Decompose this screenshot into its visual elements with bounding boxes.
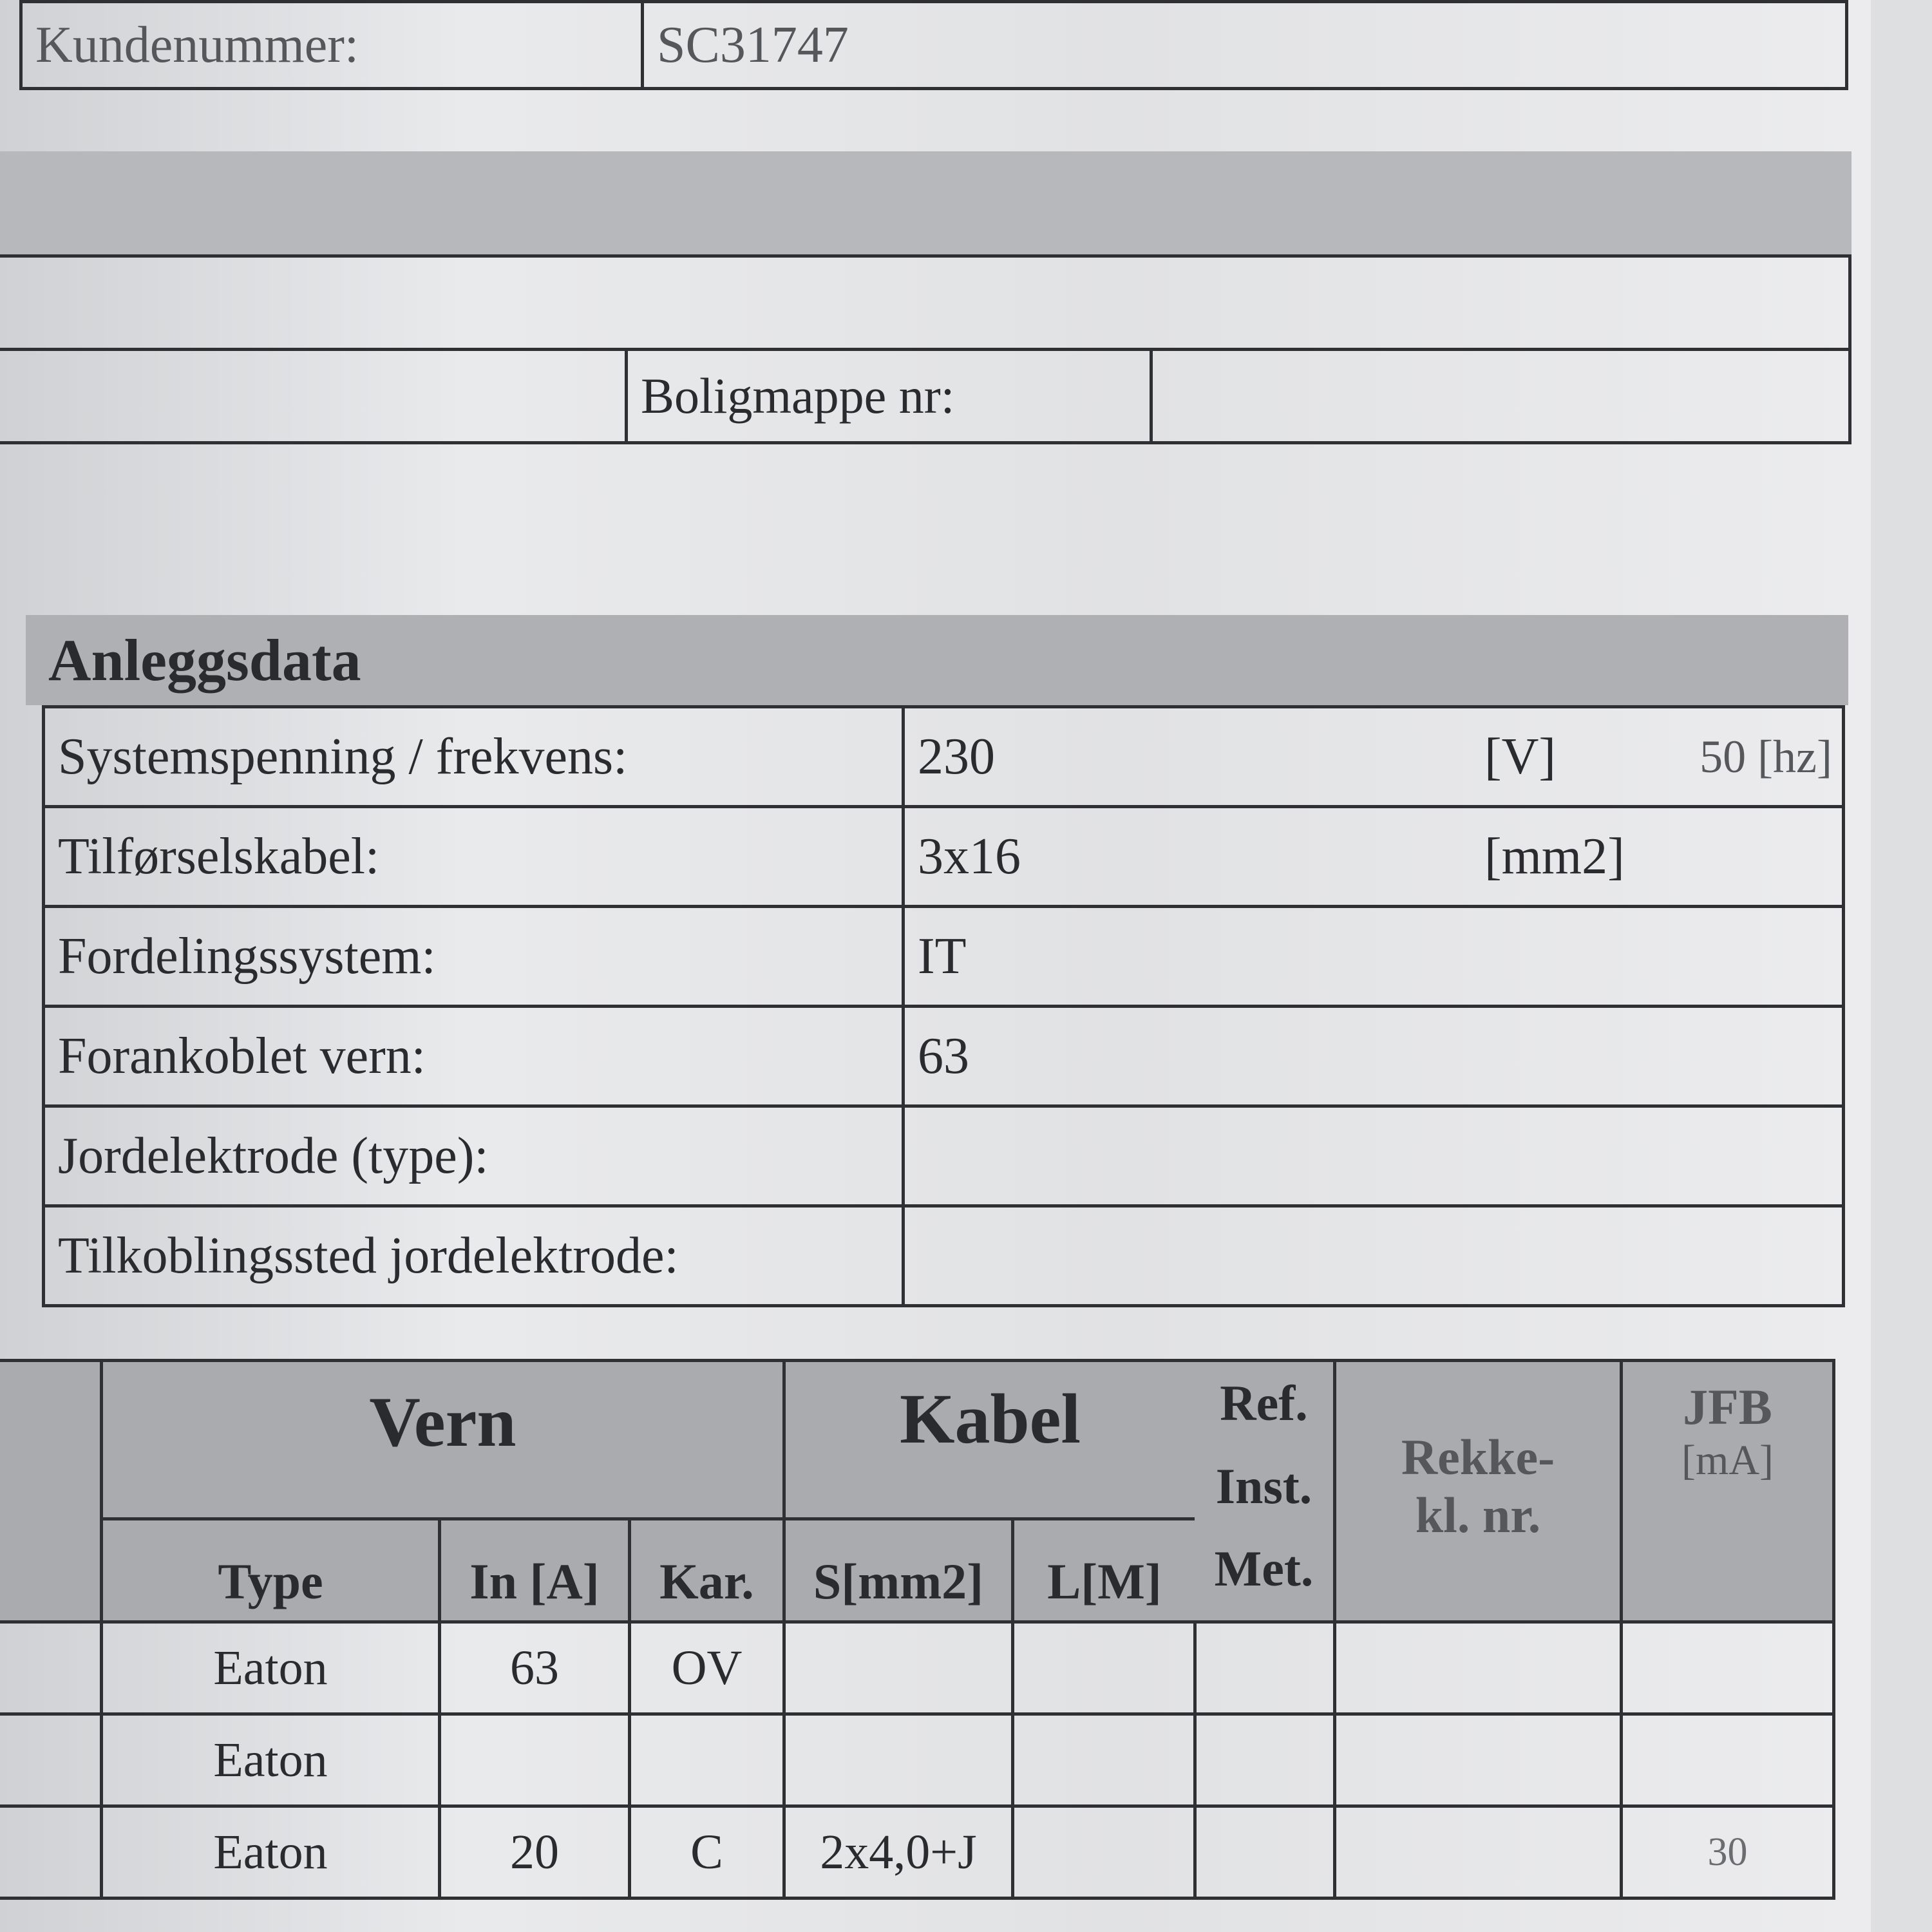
anleggsdata-row bbox=[44, 1106, 1844, 1206]
kar-cell: C bbox=[630, 1806, 784, 1899]
circuit-number-cell bbox=[0, 1714, 102, 1806]
system-voltage-value bbox=[904, 707, 1844, 807]
rekke-cell bbox=[1335, 1806, 1622, 1899]
circuit-header-top bbox=[0, 1361, 1834, 1519]
rekke-cell bbox=[1335, 1622, 1622, 1714]
ref-cell bbox=[1195, 1622, 1335, 1714]
type-cell: Eaton bbox=[102, 1806, 440, 1899]
l-cell bbox=[1013, 1622, 1195, 1714]
l-m-header: L[M] bbox=[1013, 1519, 1195, 1622]
address-table bbox=[0, 254, 1852, 444]
rekke-cell bbox=[1335, 1714, 1622, 1806]
system-voltage-label: Systemspenning / frekvens: bbox=[44, 707, 904, 807]
ref-cell bbox=[1195, 1806, 1335, 1899]
s-cell bbox=[784, 1714, 1013, 1806]
anleggsdata-row bbox=[44, 1007, 1844, 1106]
anleggsdata-title: Anleggsdata bbox=[26, 615, 1848, 705]
earth-electrode-connection-value bbox=[904, 1206, 1844, 1306]
circuit-number-header bbox=[0, 1361, 102, 1622]
kar-cell bbox=[630, 1714, 784, 1806]
supply-cable-label: Tilførselskabel: bbox=[44, 807, 904, 907]
distribution-system-value: IT bbox=[904, 907, 1844, 1007]
header-band bbox=[0, 151, 1852, 254]
table-row bbox=[0, 1714, 1834, 1806]
jfb-cell bbox=[1622, 1714, 1834, 1806]
voltage-unit: [V] bbox=[1484, 728, 1557, 785]
circuit-number-cell bbox=[0, 1806, 102, 1899]
distribution-system-label: Fordelingssystem: bbox=[44, 907, 904, 1007]
s-cell bbox=[784, 1622, 1013, 1714]
circuit-table bbox=[0, 1359, 1835, 1900]
vern-header: Vern bbox=[102, 1361, 784, 1519]
table-row bbox=[0, 1622, 1834, 1714]
supply-cable-size: 3x16 bbox=[918, 828, 1021, 885]
earth-electrode-type-label: Jordelektrode (type): bbox=[44, 1106, 904, 1206]
type-cell: Eaton bbox=[102, 1714, 440, 1806]
upstream-protection-value: 63 bbox=[904, 1007, 1844, 1106]
jfb-cell: 30 bbox=[1622, 1806, 1834, 1899]
boligmappe-value bbox=[1151, 350, 1850, 443]
customer-number-label: Kundenummer: bbox=[21, 2, 643, 89]
upstream-protection-label: Forankoblet vern: bbox=[44, 1007, 904, 1106]
ref-cell bbox=[1195, 1714, 1335, 1806]
in-cell bbox=[440, 1714, 630, 1806]
boligmappe-label: Boligmappe nr: bbox=[627, 350, 1151, 443]
kar-cell: OV bbox=[630, 1622, 784, 1714]
blank-cell bbox=[0, 350, 627, 443]
l-cell bbox=[1013, 1806, 1195, 1899]
kar-header: Kar. bbox=[630, 1519, 784, 1622]
earth-electrode-connection-label: Tilkoblingssted jordelektrode: bbox=[44, 1206, 904, 1306]
voltage-value: 230 bbox=[918, 728, 995, 785]
s-cell: 2x4,0+J bbox=[784, 1806, 1013, 1899]
jfb-header: JFB [mA] bbox=[1622, 1361, 1834, 1622]
table-row bbox=[0, 1806, 1834, 1899]
anleggsdata-row bbox=[44, 707, 1844, 807]
l-cell bbox=[1013, 1714, 1195, 1806]
type-header: Type bbox=[102, 1519, 440, 1622]
anleggsdata-row bbox=[44, 807, 1844, 907]
customer-number-value: SC31747 bbox=[643, 2, 1847, 89]
anleggsdata-table bbox=[42, 705, 1845, 1307]
blank-row bbox=[0, 256, 1850, 350]
circuit-number-cell bbox=[0, 1622, 102, 1714]
supply-cable-value bbox=[904, 807, 1844, 907]
rekke-header: Rekke- kl. nr. bbox=[1335, 1361, 1622, 1622]
kabel-header: Kabel bbox=[784, 1361, 1195, 1519]
jfb-cell bbox=[1622, 1622, 1834, 1714]
in-cell: 20 bbox=[440, 1806, 630, 1899]
s-mm2-header: S[mm2] bbox=[784, 1519, 1013, 1622]
frequency-value: 50 [hz] bbox=[1700, 731, 1832, 782]
anleggsdata-row bbox=[44, 1206, 1844, 1306]
supply-cable-unit: [mm2] bbox=[1484, 828, 1625, 885]
ref-inst-met-header: Ref. Inst. Met. bbox=[1195, 1361, 1335, 1622]
in-a-header: In [A] bbox=[440, 1519, 630, 1622]
earth-electrode-type-value bbox=[904, 1106, 1844, 1206]
in-cell: 63 bbox=[440, 1622, 630, 1714]
type-cell: Eaton bbox=[102, 1622, 440, 1714]
customer-table bbox=[19, 0, 1848, 90]
anleggsdata-row bbox=[44, 907, 1844, 1007]
